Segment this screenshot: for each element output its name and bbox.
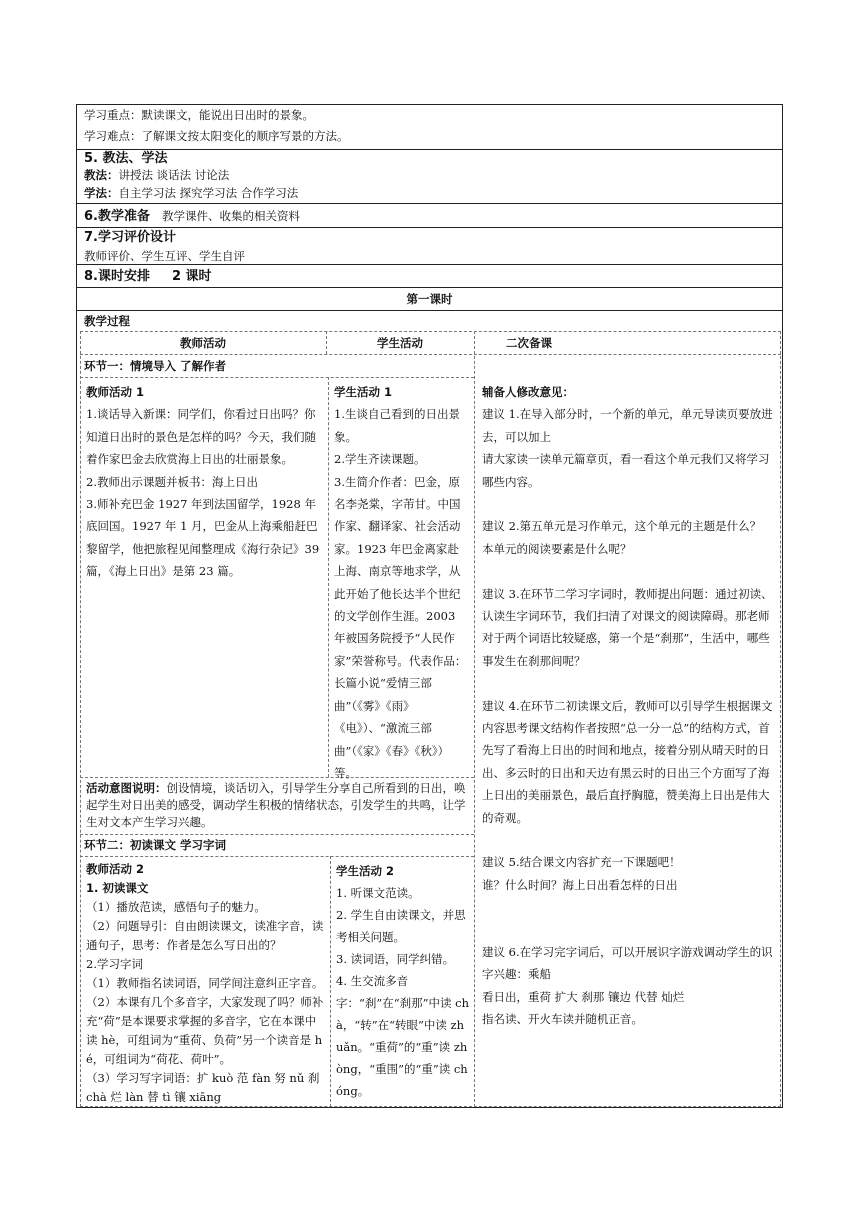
teacher-activity-1-heading: 教师活动 1 (86, 385, 145, 399)
teacher-activity-1-step: 2.教师出示课题并板书：海上日出 (86, 474, 258, 489)
student-activity-1 (334, 381, 470, 784)
teaching-methods-label: 教法： (84, 168, 119, 182)
revision-line: 本单元的阅读要素是什么呢？ (482, 541, 632, 556)
revision-line: 请大家读一读单元篇章页，看一看这个单元我们又将学习哪些内容。 (482, 452, 770, 489)
header-revision: 二次备课 (506, 336, 552, 350)
revision-col-divider (474, 331, 475, 1107)
student-activity-2 (336, 860, 470, 1102)
section2-title: 环节二：初读课文 学习字词 (84, 838, 227, 852)
revision-line: 建议 1.在导入部分时，一个新的单元，单元导读页要放进去，可以加上 (482, 407, 773, 444)
difficulty-text: 学习难点：了解课文按太阳变化的顺序写景的方法。 (84, 129, 349, 143)
section8 (84, 268, 212, 285)
focus-text: 学习重点：默读课文，能说出日出时的景象。 (84, 108, 314, 122)
teacher-activity-1 (86, 381, 322, 583)
student-activity-2-step: 2. 学生自由读课文，并思考相关问题。 (336, 908, 466, 944)
student-activity-1-heading: 学生活动 1 (334, 385, 393, 399)
revision-line (482, 560, 776, 582)
process-label: 教学过程 (84, 314, 130, 328)
activity-intent (86, 780, 468, 831)
header-student: 学生活动 (377, 336, 423, 350)
revision-line: 建议 6.在学习完字词后，可以开展识字游戏调动学生的识字兴趣：乘船 (482, 945, 773, 982)
section7-text: 教师评价、学生互评、学生自评 (84, 249, 245, 263)
teacher-activity-2-step: （2）本课有几个多音字，大家发现了吗？师补充“荷”是本课要求掌握的多音字，它在本课中读 hè，可组词为“重荷、负荷”另一个读音是 hé，可组词为“荷花、荷叶”。 (86, 995, 324, 1066)
section1-title: 环节一：情境导入 了解作者 (84, 359, 227, 373)
student-activity-1-step: 2.学生齐读课题。 (334, 452, 426, 467)
revision-heading: 辅备人修改意见： (482, 385, 574, 399)
teacher-activity-2-step: （1）播放范读，感悟句子的魅力。 (86, 900, 266, 914)
teacher-activity-2-heading: 教师活动 2 (86, 862, 145, 876)
revision-line (482, 493, 776, 515)
section8-text: 2 课时 (171, 269, 212, 284)
revision-line (482, 829, 776, 851)
section5-title: 5. 教法、学法 (84, 151, 168, 166)
row-divider (76, 264, 783, 265)
section7-title: 7.学习评价设计 (84, 230, 176, 245)
teacher-activity-2-step: （3）学习写字词语：扩 kuò 范 fàn 努 nǔ 刹 chà 烂 làn 替 tì 镶 xiāng (86, 1071, 320, 1104)
row-divider (76, 310, 783, 311)
activity-col-divider-1 (328, 377, 329, 777)
activity-intent-label: 活动意图说明： (86, 781, 167, 795)
revision-line: 建议 2.第五单元是习作单元，这个单元的主题是什么？ (482, 519, 762, 534)
student-activity-1-step: 1.生谈自己看到的日出景象。 (334, 407, 460, 444)
teacher-activity-1-step: 3.师补充巴金 1927 年到法国留学，1928 年底回国。1927 年 1 月，巴金从上海乘船赶巴黎留学，他把旅程见闻整理成《海行杂记》39 篇，《海上日出》是第 23 篇。 (86, 497, 320, 579)
revision-notes (482, 381, 776, 1031)
section2-divider (80, 856, 474, 857)
section1-divider (80, 377, 474, 378)
teacher-activity-2-step: （1）教师指名读词语，同学间注意纠正字音。 (86, 976, 324, 990)
row-divider (76, 287, 783, 288)
row-divider (76, 227, 783, 228)
student-activity-1-step: 3.生简介作者：巴金，原名李尧棠，字芾甘。中国作家、翻译家、社会活动家。1923 年巴金离家赴上海、南京等地求学，从此开始了他长达半个世纪的文学创作生涯。2003 年被国务院授予“人民作家”荣誉称号。代表作品：长篇小说“爱情三部曲”（《雾》《雨》《电》）、“激流三部曲”（《家》《春》《秋》）等。 (334, 474, 467, 780)
activity-intent-text: 创设情境，谈话切入，引导学生分享自己所看到的日出，唤起学生对日出美的感受，调动学生积极的情绪状态，引发学生的共鸣，让学生对文本产生学习兴趣。 (86, 781, 466, 829)
teacher-activity-2 (86, 860, 324, 1107)
row-divider (76, 203, 783, 204)
learning-methods-label: 学法： (84, 186, 119, 200)
revision-line (482, 672, 776, 694)
teacher-activity-2-step: （2）问题导引：自由朗读课文，读准字音，读通句子，思考：作者是怎么写日出的？ (86, 919, 324, 952)
teaching-methods-value: 讲授法 谈话法 讨论法 (118, 168, 230, 182)
learning-methods (84, 185, 298, 201)
teacher-activity-2-step: 2.学习字词 (86, 957, 143, 971)
revision-line: 看日出，重荷 扩大 刹那 镶边 代替 灿烂 (482, 989, 685, 1004)
lesson-title: 第一课时 (406, 292, 453, 306)
revision-line: 谁？什么时间？海上日出看怎样的日出 (482, 877, 678, 892)
revision-line (482, 896, 776, 918)
revision-line: 建议 3.在环节二学习字词时，教师提出问题：通过初读、认读生字词环节，我们扫清了对课文的阅读障碍。那老师对于两个词语比较疑惑，第一个是“刹那”，生活中，哪些事发生在刹那间呢？ (482, 586, 773, 668)
activity-col-divider-2 (330, 856, 331, 1107)
student-activity-2-step: 4. 生交流多音字：“刹”在“刹那”中读 chà，“转”在“转眼”中读 zhuǎn。“重荷”的“重”读 zhòng，“重围”的“重”读 chóng。 (336, 974, 470, 1098)
section6-title: 6.教学准备 (84, 209, 150, 224)
teacher-activity-2-step: 1. 初读课文 (86, 881, 149, 895)
revision-line: 指名读、开火车读并随机正音。 (482, 1012, 643, 1027)
section6-text: 教学课件、收集的相关资料 (161, 209, 300, 223)
header-teacher: 教师活动 (180, 336, 226, 350)
student-activity-2-step: 1. 听课文范读。 (336, 886, 420, 900)
lesson-plan-sheet (76, 104, 783, 1108)
revision-line: 建议 5.结合课文内容扩充一下课题吧！ (482, 855, 681, 870)
section2-top-divider (80, 834, 474, 835)
section6 (84, 208, 300, 225)
header-divider (80, 354, 781, 355)
student-activity-2-heading: 学生活动 2 (336, 864, 395, 878)
student-activity-2-step: 3. 读词语，同学纠错。 (336, 952, 455, 966)
learning-methods-value: 自主学习法 探究学习法 合作学习法 (118, 186, 299, 200)
teacher-activity-1-step: 1.谈话导入新课：同学们，你看过日出吗？你知道日出时的景色是怎样的吗？今天，我们随着作家巴金去欣赏海上日出的壮丽景象。 (86, 407, 316, 467)
section8-title: 8.课时安排 (84, 269, 150, 284)
revision-line: 建议 4.在环节二初读课文后，教师可以引导学生根据课文内容思考课文结构作者按照“总一分一总”的结构方式，首先写了看海上日出的时间和地点，接着分别从晴天时的日出、多云时的日出和天边有黑云时的日出三个方面写了海上日出的美丽景色，最后直抒胸臆，赞美海上日出是伟大的奇观。 (482, 698, 773, 825)
revision-line (482, 919, 776, 941)
teaching-methods (84, 167, 229, 183)
row-divider (76, 149, 783, 150)
